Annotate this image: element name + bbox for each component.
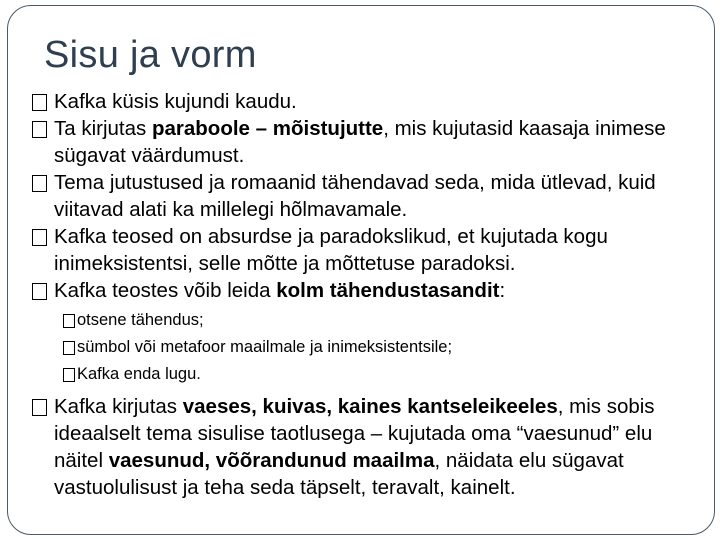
bullet-text: Kafka teosed on absurdse ja paradokslikud, et kujutada kogu inimeksistentsi, selle mõtte ja mõttetuse paradoksi. [54, 225, 608, 275]
bullet-box-icon [32, 229, 47, 246]
bullet-text: Ta kirjutas [54, 117, 152, 140]
sub-bullet-text: Kafka enda lugu. [77, 365, 201, 383]
bullet-text-bold: kolm tähendustasandit [276, 279, 500, 302]
bullet-text: , mis sobis ideaalselt tema sisulise taotlusega – kujutada oma “vaesunud” elu näitel [54, 395, 655, 472]
bullet-text-bold: paraboole – mõistujutte [151, 117, 384, 140]
bullet-item [32, 393, 692, 501]
bullet-item [32, 115, 692, 169]
bullet-item [32, 277, 692, 304]
bullet-text: Kafka kirjutas [54, 395, 183, 418]
bullet-box-icon [32, 175, 47, 192]
bullet-text: : [499, 279, 506, 302]
bullet-text: Kafka teostes võib leida [54, 279, 277, 302]
bullet-box-icon [32, 283, 47, 300]
bullet-text-bold: vaesunud, võõrandunud maailma [108, 449, 435, 472]
slide-title: Sisu ja vorm [44, 34, 257, 76]
bullet-box-icon [32, 94, 47, 111]
bullet-text-bold: vaeses, kuivas, kaines kantseleikeeles [182, 395, 558, 418]
sub-bullet-box-icon [63, 368, 75, 382]
sub-bullet-list [32, 307, 692, 388]
sub-bullet-text: otsene tähendus; [77, 311, 204, 329]
bullet-text: Tema jutustused ja romaanid tähendavad seda, mida ütlevad, kuid viitavad alati ka millelegi hõlmavamale. [54, 171, 656, 221]
bullet-item [32, 88, 692, 115]
sub-bullet-box-icon [63, 314, 75, 328]
sub-bullet-item [32, 334, 692, 361]
sub-bullet-item [32, 307, 692, 334]
bullet-item [32, 169, 692, 223]
bullet-text: , näidata elu sügavat vastuolulisust ja teha seda täpselt, teravalt, kainelt. [54, 449, 624, 499]
bullet-box-icon [32, 121, 47, 138]
bullet-text: , mis kujutasid kaasaja inimese sügavat väärdumust. [54, 117, 666, 167]
bullet-item [32, 223, 692, 277]
sub-bullet-text: sümbol või metafoor maailmale ja inimeksistentsile; [77, 338, 453, 356]
bullet-text: Kafka küsis kujundi kaudu. [54, 90, 297, 113]
bullet-list [32, 88, 692, 501]
bullet-box-icon [32, 399, 47, 416]
sub-bullet-item [32, 361, 692, 388]
sub-bullet-box-icon [63, 341, 75, 355]
